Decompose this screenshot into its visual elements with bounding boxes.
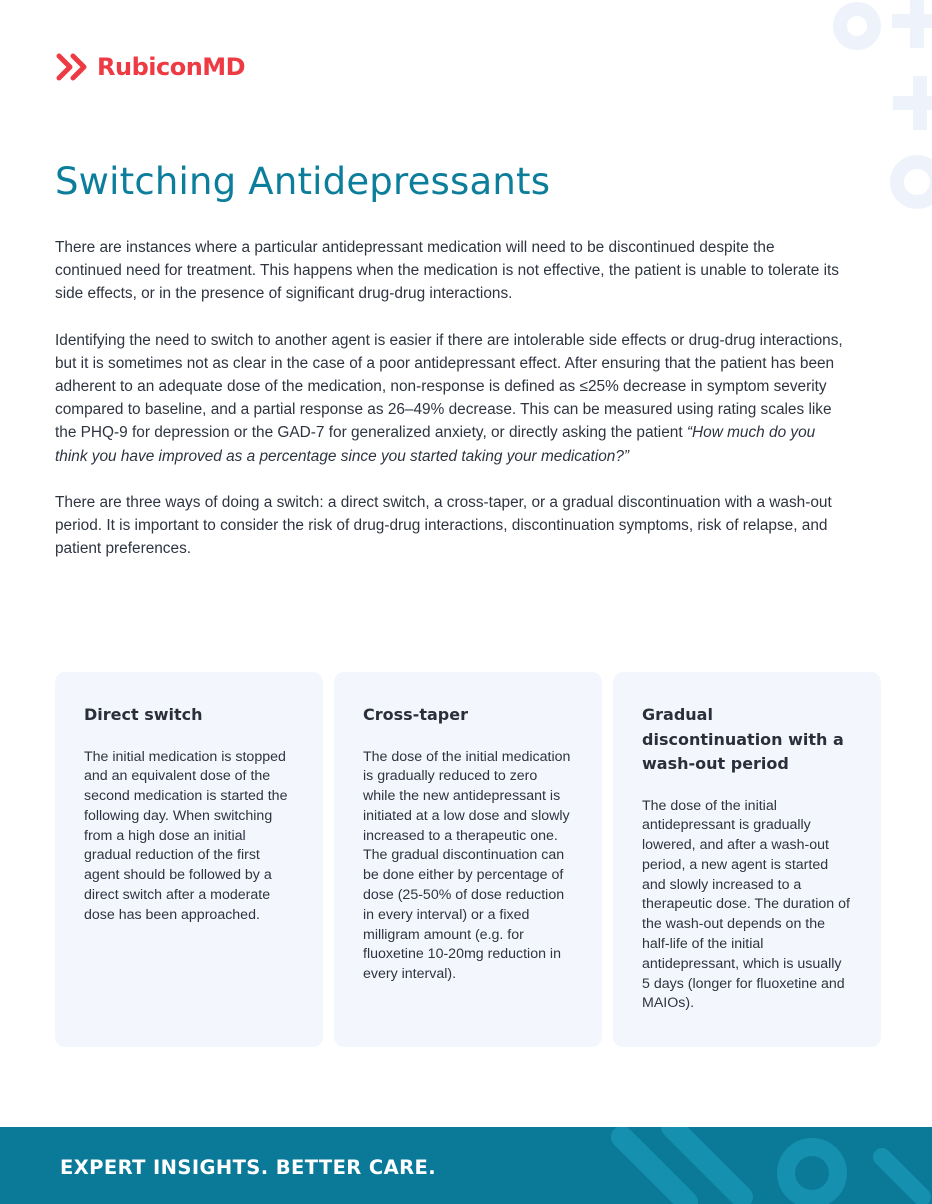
- card-direct-switch: [55, 672, 323, 1047]
- page-title: Switching Antidepressants: [55, 160, 551, 203]
- card-title: Cross-taper: [363, 705, 468, 724]
- footer-tagline: EXPERT INSIGHTS. BETTER CARE.: [60, 1156, 437, 1179]
- intro-section: [55, 236, 845, 583]
- intro-paragraph-2: [55, 329, 845, 468]
- switch-methods: [55, 672, 881, 1047]
- rubicon-chevron-logo-icon: [55, 52, 91, 82]
- card-body: The initial medication is stopped and an equivalent dose of the second medication is started the following day. When switching from a high dose an initial gradual reduction of the first agent should be followed by a direct switch after a moderate dose has been approached.: [84, 748, 288, 923]
- intro-paragraph-3: There are three ways of doing a switch: a direct switch, a cross-taper, or a gradual discontinuation with a wash-out period. It is important to consider the risk of drug-drug interactions, discontinuation symptoms, risk of relapse, and patient preferences.: [55, 493, 832, 558]
- intro-paragraph-2-text: Identifying the need to switch to another agent is easier if there are intolerable side effects or drug-drug interactions, but it is sometimes not as clear in the case of a poor antidepressant effect. After ensuring that the patient has been adherent to an adequate dose of the medication, non-response is defined as ≤25% decrease in symptom severity compared to baseline, and a partial response as 26–49% decrease. This can be measured using rating scales like the PHQ-9 for depression or the GAD-7 for generalized anxiety, or directly asking the patient: [55, 331, 843, 442]
- card-gradual-discontinuation: [613, 672, 881, 1047]
- card-title: Direct switch: [84, 705, 203, 724]
- footer-decorative-shapes: [592, 1127, 932, 1204]
- decorative-shapes: [792, 0, 932, 230]
- brand-name: RubiconMD: [97, 53, 246, 81]
- card-body: The dose of the initial antidepressant is gradually lowered, and after a wash-out period, a new agent is started and slowly increased to a therapeutic dose. The duration of the wash-out depends on the half-life of the initial antidepressant, which is usually 5 days (longer for fluoxetine and MAIOs).: [642, 797, 850, 1012]
- card-title: Gradual discontinuation with a wash-out period: [642, 705, 844, 773]
- brand-logo: [55, 52, 245, 82]
- intro-paragraph-2-quote: “How much do you think you have improved as a percentage since you started taking your medication?”: [55, 424, 816, 465]
- card-body: The dose of the initial medication is gradually reduced to zero while the new antidepressant is initiated at a low dose and slowly increased to a therapeutic one. The gradual discontinuation can be done either by percentage of dose (25-50% of dose reduction in every interval) or a fixed milligram amount (e.g. for fluoxetine 10-20mg reduction in every interval).: [363, 748, 571, 983]
- card-cross-taper: [334, 672, 602, 1047]
- footer-banner: [0, 1127, 932, 1204]
- intro-paragraph-1: There are instances where a particular antidepressant medication will need to be discontinued despite the continued need for treatment. This happens when the medication is not effective, the patient is unable to tolerate its side effects, or in the presence of significant drug-drug interactions.: [55, 239, 839, 303]
